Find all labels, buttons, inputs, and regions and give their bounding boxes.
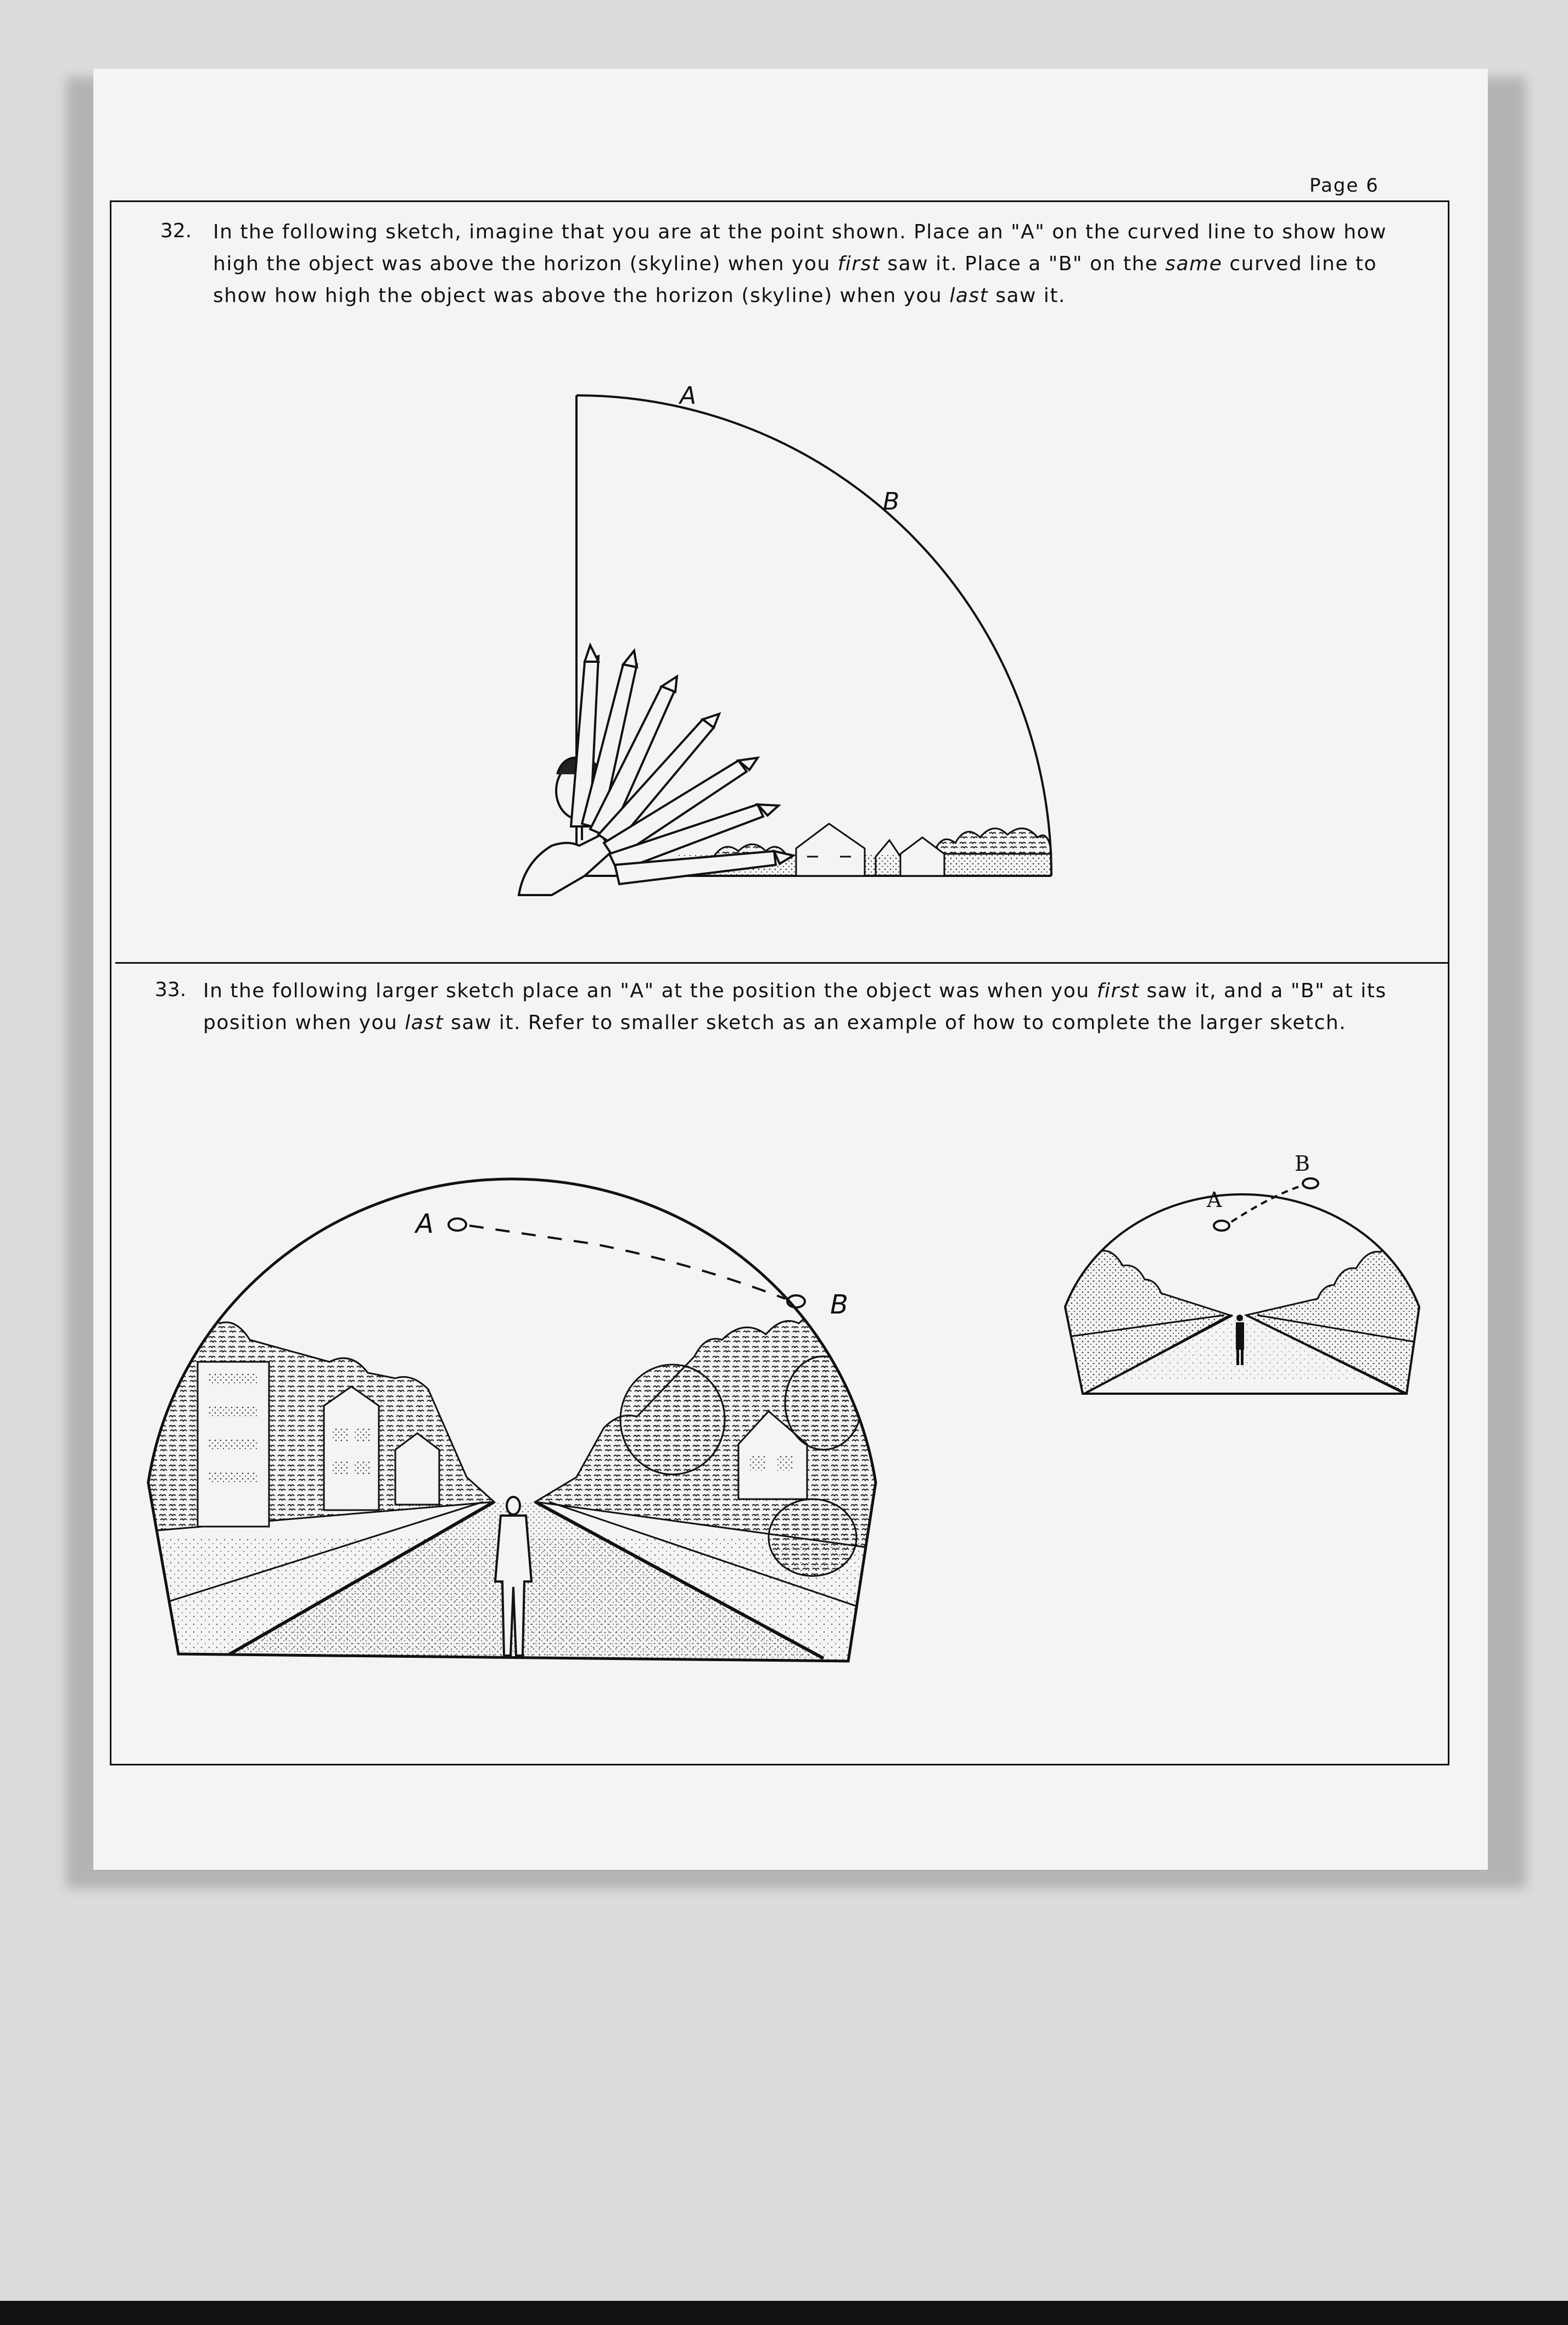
q32-emphasis-last: last: [949, 284, 989, 307]
page-number: Page 6: [1309, 175, 1379, 197]
q33-small-label-b: B: [1295, 1152, 1310, 1176]
q32-emphasis-first: first: [837, 253, 881, 275]
q33-large-label-a: A: [416, 1209, 434, 1239]
q33-text-part2: saw it, and a "B" at its position when you: [203, 980, 1387, 1034]
q32-text-part1: In the following sketch, imagine that you are at the point shown. Place an "A" on the curved line to show how high the object was above the horizon (skyline) when you: [213, 221, 1387, 275]
q33-large-object-a: [449, 1219, 466, 1231]
q33-small-example-sketch: [1060, 1152, 1422, 1395]
q32-text-part3: curved line to show how high the object was above the horizon (skyline) when you: [213, 253, 1377, 307]
q32-text-part2: saw it. Place a "B" on the: [880, 253, 1166, 275]
q32-sky-quadrant-sketch: [519, 382, 1051, 895]
scan-bottom-edge: [0, 2301, 1568, 2325]
q33-emphasis-last: last: [405, 1011, 444, 1034]
q32-pointing-figure: [519, 645, 793, 895]
q33-large-object-path: [414, 1209, 848, 1320]
q33-text-part1: In the following larger sketch place an "A" at the position the object was when you: [203, 980, 1097, 1002]
q32-number: 32.: [160, 220, 192, 242]
q33-small-label-a: A: [1207, 1188, 1222, 1212]
q33-small-object-a: [1214, 1221, 1229, 1231]
q32-label-a: A: [680, 382, 697, 410]
q32-text-part4: saw it.: [988, 284, 1066, 307]
q32-label-b: B: [883, 488, 900, 516]
q33-large-label-b: B: [830, 1289, 848, 1320]
q33-emphasis-first: first: [1096, 980, 1140, 1002]
q33-number: 33.: [155, 979, 187, 1001]
q33-text-part3: saw it. Refer to smaller sketch as an example of how to complete the larger sketch.: [444, 1011, 1347, 1034]
q33-large-street-sketch: [137, 1179, 889, 1664]
q32-emphasis-same: same: [1165, 253, 1223, 275]
q33-small-object-b: [1303, 1178, 1318, 1188]
